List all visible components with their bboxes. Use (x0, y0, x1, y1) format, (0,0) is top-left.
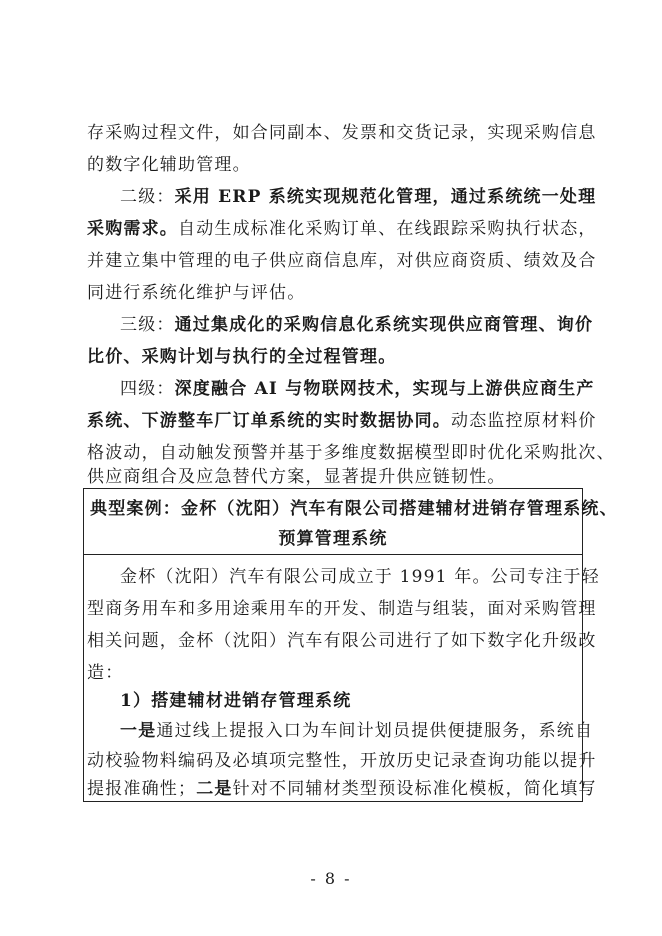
paragraph-line: 比价、采购计划与执行的全过程管理。 (87, 347, 397, 367)
case-paragraph-line: 相关问题，金杯（沈阳）汽车有限公司进行了如下数字化升级改 (87, 631, 597, 651)
level-bold-text: 系统、下游整车厂订单系统的实时数据协同。 (87, 411, 451, 431)
level3-paragraph (120, 314, 593, 336)
level-label: 二级： (120, 187, 175, 207)
case-paragraph-line (120, 720, 593, 742)
case-paragraph-line (87, 778, 597, 800)
page-number: - 8 - (310, 869, 352, 888)
paragraph-line (87, 410, 597, 432)
paragraph-line: 的数字化辅助管理。 (87, 155, 251, 175)
level4-paragraph (120, 378, 595, 400)
paragraph-line: 并建立集中管理的电子供应商信息库，对供应商资质、绩效及合 (87, 251, 597, 271)
case-paragraph-line: 造： (87, 663, 124, 683)
case-emphasis: 一是 (120, 721, 157, 741)
case-title-line: 典型案例：金杯（沈阳）汽车有限公司搭建辅材进销存管理系统、 (90, 499, 618, 519)
level-label: 四级： (120, 379, 175, 399)
case-text: 提报准确性； (87, 779, 197, 799)
level-bold-text: 深度融合 AI 与物联网技术，实现与上游供应商生产 (174, 379, 595, 399)
level2-paragraph (120, 186, 596, 208)
paragraph-line: 存采购过程文件，如合同副本、发票和交货记录，实现采购信息 (87, 123, 597, 143)
case-paragraph-line: 动校验物料编码及必填项完整性，开放历史记录查询功能以提升 (87, 751, 597, 771)
level-label: 三级： (120, 315, 175, 335)
case-box-divider (83, 554, 583, 555)
level-bold-text: 采用 ERP 系统实现规范化管理，通过系统统一处理 (174, 187, 597, 207)
paragraph-text: 自动生成标准化采购订单、在线跟踪采购执行状态， (178, 219, 597, 239)
paragraph-line: 同进行系统化维护与评估。 (87, 283, 306, 303)
case-text: 针对不同辅材类型预设标准化模板，简化填写 (232, 779, 597, 799)
paragraph-line: 供应商组合及应急替代方案，显著提升供应链韧性。 (87, 467, 506, 487)
case-title-line: 预算管理系统 (278, 529, 388, 549)
case-paragraph-line: 金杯（沈阳）汽车有限公司成立于 1991 年。公司专注于轻 (120, 567, 600, 587)
case-text: 通过线上提报入口为车间计划员提供便捷服务，系统自 (156, 721, 594, 741)
case-section-heading: 1）搭建辅材进销存管理系统 (120, 691, 352, 711)
paragraph-line: 格波动，自动触发预警并基于多维度数据模型即时优化采购批次、 (87, 443, 615, 463)
level-bold-text: 通过集成化的采购信息化系统实现供应商管理、询价 (174, 315, 594, 335)
case-emphasis: 二是 (196, 779, 233, 799)
paragraph-text: 动态监控原材料价 (451, 411, 597, 431)
paragraph-line (87, 218, 597, 240)
level-bold-text: 采购需求。 (87, 219, 178, 239)
case-paragraph-line: 型商务用车和多用途乘用车的开发、制造与组装，面对采购管理 (87, 599, 597, 619)
